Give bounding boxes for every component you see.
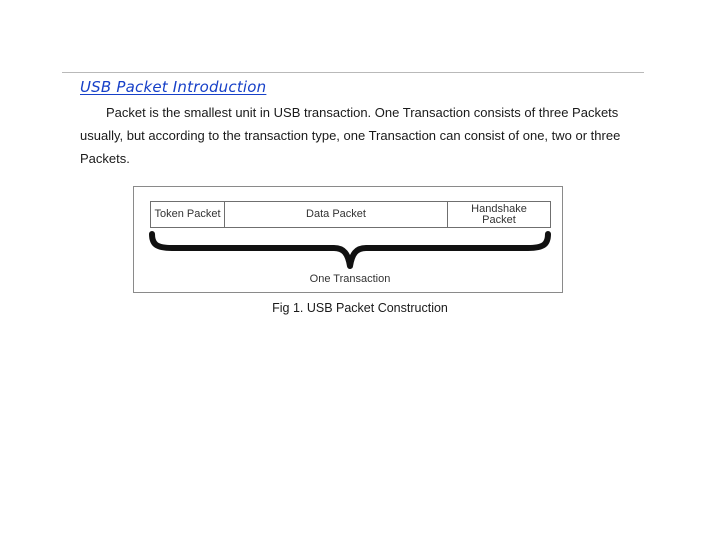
intro-line-3: Packets. (80, 151, 130, 166)
intro-line-2: usually, but according to the transaction type, one Transaction can consist of one, two or three (80, 128, 621, 143)
top-divider (62, 72, 644, 73)
transaction-brace-icon (148, 230, 552, 270)
handshake-packet: Handshake Packet (471, 202, 527, 226)
section-heading: USB Packet Introduction (80, 78, 267, 96)
transaction-label: One Transaction (309, 273, 391, 285)
intro-paragraph (80, 101, 625, 170)
token-packet: Token Packet (151, 202, 225, 227)
intro-line-1: Packet is the smallest unit in USB transaction. One Transaction consists of three Packets (106, 105, 619, 120)
packet-row (150, 201, 551, 228)
figure-caption: Fig 1. USB Packet Construction (272, 301, 448, 315)
data-packet: Data Packet (225, 202, 448, 227)
